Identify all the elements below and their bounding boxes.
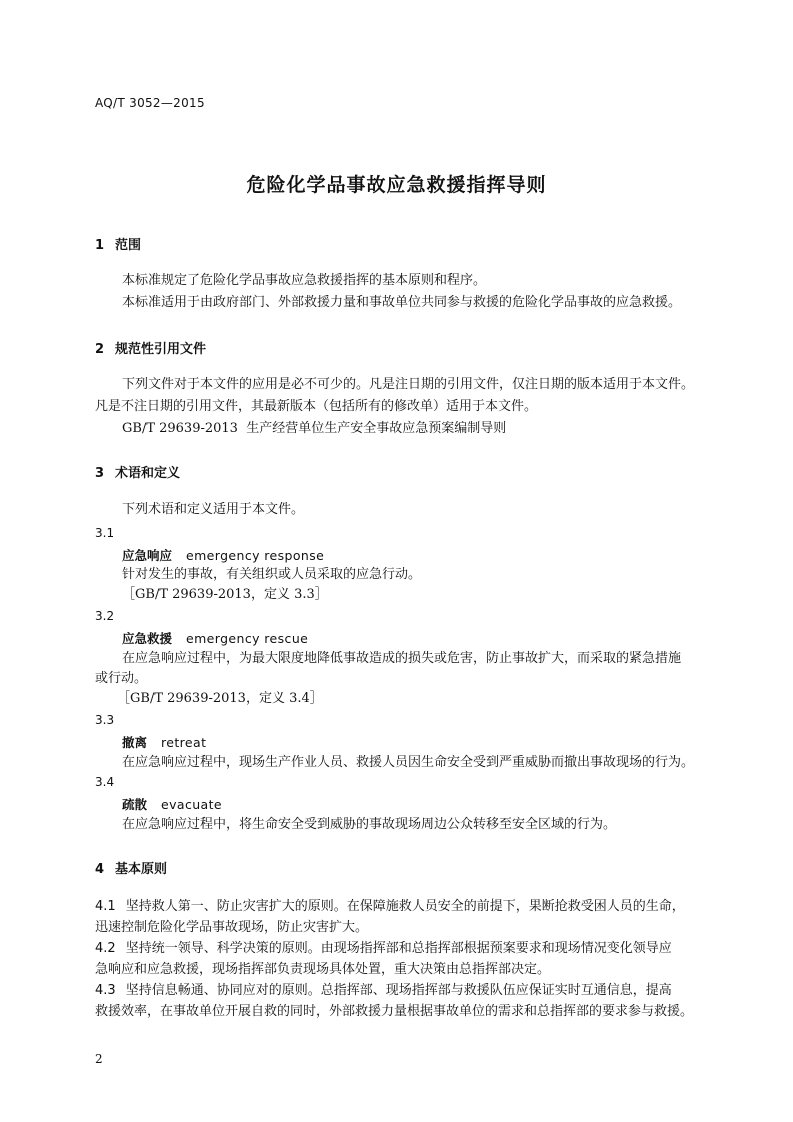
section-heading-1: 1 范围 <box>95 238 142 253</box>
term-number: 3.4 <box>95 775 115 789</box>
principle-item-line-1: 4.1 坚持救人第一、防止灾害扩大的原则。在保障施救人员安全的前提下，果断抢救受困人员的生命， <box>95 899 685 914</box>
section-heading-2: 2 规范性引用文件 <box>95 342 207 357</box>
term-definition-line-1: 在应急响应过程中，为最大限度地降低事故造成的损失或危害，防止事故扩大，而采取的紧急措施 <box>122 651 682 666</box>
s1-paragraph-1: 本标准规定了危险化学品事故应急救援指挥的基本原则和程序。 <box>122 273 487 288</box>
s3-intro: 下列术语和定义适用于本文件。 <box>122 502 305 517</box>
s2-paragraph-line-1: 下列文件对于本文件的应用是必不可少的。凡是注日期的引用文件，仅注日期的版本适用于本文件。 <box>122 377 695 392</box>
section-heading-4: 4 基本原则 <box>95 862 168 877</box>
term-definition: 在应急响应过程中，现场生产作业人员、救援人员因生命安全受到严重威胁而撤出事故现场的行为。 <box>122 755 695 770</box>
term-definition: 针对发生的事故，有关组织或人员采取的应急行动。 <box>122 567 422 582</box>
term-definition: 在应急响应过程中，将生命安全受到威胁的事故现场周边公众转移至安全区域的行为。 <box>122 817 617 832</box>
term-title: 应急救援 emergency rescue <box>122 631 309 646</box>
term-source: ［GB/T 29639-2013，定义 3.3］ <box>122 587 328 602</box>
document-title: 危险化学品事故应急救援指挥导则 <box>246 174 547 196</box>
page-number: 2 <box>95 1052 103 1066</box>
term-definition-line-2: 或行动。 <box>95 671 148 686</box>
term-title: 撤离 retreat <box>122 735 207 750</box>
normative-reference: GB/T 29639-2013 生产经营单位生产安全事故应急预案编制导则 <box>122 421 507 436</box>
section-heading-3: 3 术语和定义 <box>95 466 181 481</box>
s2-paragraph-line-2: 凡是不注日期的引用文件，其最新版本（包括所有的修改单）适用于本文件。 <box>95 399 538 414</box>
principle-item-line-2: 救援效率，在事故单位开展自救的同时，外部救援力量根据事故单位的需求和总指挥部的要求参与救援。 <box>95 1004 694 1019</box>
term-title: 应急响应 emergency response <box>122 548 325 563</box>
term-source: ［GB/T 29639-2013，定义 3.4］ <box>117 691 323 706</box>
term-number: 3.3 <box>95 713 115 727</box>
standard-number: AQ/T 3052—2015 <box>95 96 205 110</box>
principle-item-line-2: 急响应和应急救援，现场指挥部负责现场具体处置，重大决策由总指挥部决定。 <box>95 962 551 977</box>
term-number: 3.2 <box>95 609 115 623</box>
principle-item-line-2: 迅速控制危险化学品事故现场，防止灾害扩大。 <box>95 920 369 935</box>
principle-item-line-1: 4.3 坚持信息畅通、协同应对的原则。总指挥部、现场指挥部与救援队伍应保证实时互通信息，提高 <box>95 983 672 998</box>
term-number: 3.1 <box>95 526 115 540</box>
principle-item-line-1: 4.2 坚持统一领导、科学决策的原则。由现场指挥部和总指挥部根据预案要求和现场情况变化领导应 <box>95 941 672 956</box>
term-title: 疏散 evacuate <box>122 797 223 812</box>
s1-paragraph-2: 本标准适用于由政府部门、外部救援力量和事故单位共同参与救援的危险化学品事故的应急救援。 <box>122 295 682 310</box>
